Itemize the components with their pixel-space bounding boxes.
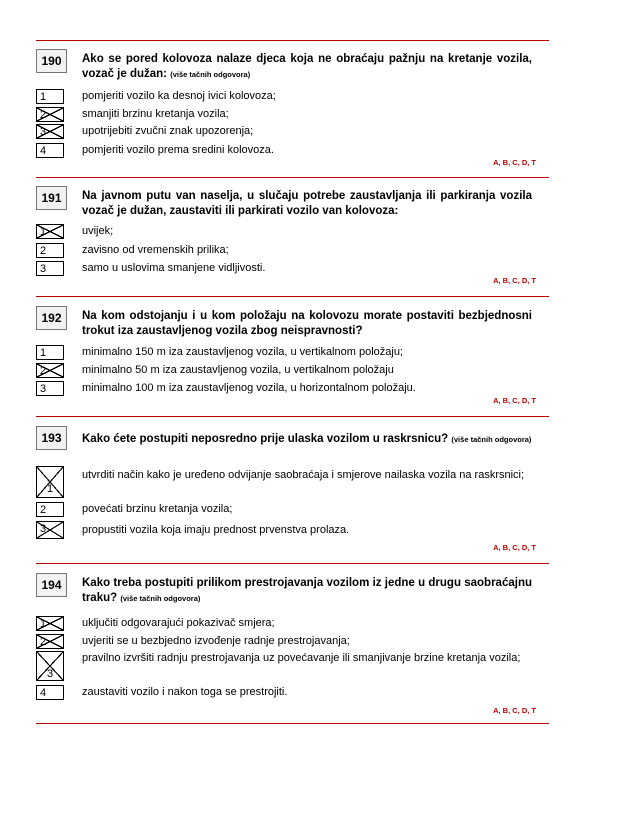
question-text: Kako ćete postupiti neposredno prije ulaska vozilom u raskrsnicu? (više tačnih odgovora)	[82, 433, 532, 445]
answer-text: zavisno od vremenskih prilika;	[82, 244, 229, 256]
answer-box: 4	[36, 143, 64, 158]
divider	[36, 416, 549, 417]
question-192	[36, 303, 549, 415]
answer-text: minimalno 50 m iza zaustavljenog vozila, u vertikalnom položaju	[82, 364, 394, 376]
answer-box: 3	[36, 381, 64, 396]
category-label: A, B, C, D, T	[493, 706, 536, 715]
question-191	[36, 183, 549, 295]
question-text: Kako treba postupiti prilikom prestrojavanja vozilom iz jedne u drugu saobraćajnu traku? (više tačnih odgovora)	[82, 577, 532, 604]
answer-text: samo u uslovima smanjene vidljivosti.	[82, 262, 266, 274]
answer-box: 1	[36, 345, 64, 360]
question-194	[36, 570, 549, 722]
answer-box-checked: 2	[36, 634, 64, 649]
category-label: A, B, C, D, T	[493, 158, 536, 167]
question-text: Na kom odstojanju i u kom položaju na kolovozu morate postaviti bezbjednosni trokut iza zaustavljenog vozila zbog neispravnosti?	[82, 310, 532, 337]
question-note: (više tačnih odgovora)	[120, 594, 201, 603]
answer-text: zaustaviti vozilo i nakon toga se prestrojiti.	[82, 686, 288, 698]
answer-text: smanjiti brzinu kretanja vozila;	[82, 108, 229, 120]
divider	[36, 296, 549, 297]
category-label: A, B, C, D, T	[493, 543, 536, 552]
answer-box-checked: 2	[36, 107, 64, 122]
divider	[36, 177, 549, 178]
answer-text: pravilno izvršiti radnju prestrojavanja uz povećavanje ili smanjivanje brzine kretanja vozila;	[82, 652, 521, 664]
answer-text: pomjeriti vozilo ka desnoj ivici kolovoza;	[82, 90, 276, 102]
answer-text: upotrijebiti zvučni znak upozorenja;	[82, 125, 254, 137]
answer-text: povećati brzinu kretanja vozila;	[82, 503, 233, 515]
answer-box-checked: 3	[36, 521, 64, 539]
question-number: 190	[36, 49, 67, 73]
question-number: 194	[36, 573, 67, 597]
answer-text: utvrditi način kako je uređeno odvijanje saobraćaja i smjerove nailaska vozila na raskrsnici;	[82, 469, 525, 481]
answer-box-checked: 1	[36, 466, 64, 498]
answer-box: 2	[36, 243, 64, 258]
answer-box-checked: 3	[36, 124, 64, 139]
divider	[36, 723, 549, 724]
question-note: (više tačnih odgovora)	[451, 435, 532, 444]
answer-box-checked: 3	[36, 651, 64, 681]
question-note: (više tačnih odgovora)	[170, 70, 251, 79]
answer-text: minimalno 100 m iza zaustavljenog vozila, u horizontalnom položaju.	[82, 382, 416, 394]
question-text: Na javnom putu van naselja, u slučaju potrebe zaustavljanja ili parkiranja vozila vozač je dužan, zaustaviti ili parkirati vozilo van kolovoza:	[82, 190, 532, 217]
answer-text: uključiti odgovarajući pokazivač smjera;	[82, 617, 275, 629]
question-193	[36, 423, 549, 562]
answer-box: 1	[36, 89, 64, 104]
divider	[36, 563, 549, 564]
answer-box: 2	[36, 502, 64, 517]
answer-text: uvijek;	[82, 225, 114, 237]
answer-box-checked: 1	[36, 616, 64, 631]
question-number: 192	[36, 306, 67, 330]
answer-text: minimalno 150 m iza zaustavljenog vozila, u vertikalnom položaju;	[82, 346, 403, 358]
category-label: A, B, C, D, T	[493, 276, 536, 285]
divider	[36, 40, 549, 41]
answer-box: 3	[36, 261, 64, 276]
answer-text: uvjeriti se u bezbjedno izvođenje radnje prestrojavanja;	[82, 635, 350, 647]
answer-box: 4	[36, 685, 64, 700]
answer-box-checked: 2	[36, 363, 64, 378]
answer-text: propustiti vozila koja imaju prednost prvenstva prolaza.	[82, 524, 350, 536]
category-label: A, B, C, D, T	[493, 396, 536, 405]
answer-box-checked: 1	[36, 224, 64, 239]
question-number: 193	[36, 426, 67, 450]
question-text: Ako se pored kolovoza nalaze djeca koja ne obraćaju pažnju na kretanje vozila, vozač je dužan: (više tačnih odgovora)	[82, 53, 532, 80]
answer-text: pomjeriti vozilo prema sredini kolovoza.	[82, 144, 274, 156]
question-190	[36, 46, 549, 176]
question-number: 191	[36, 186, 67, 210]
